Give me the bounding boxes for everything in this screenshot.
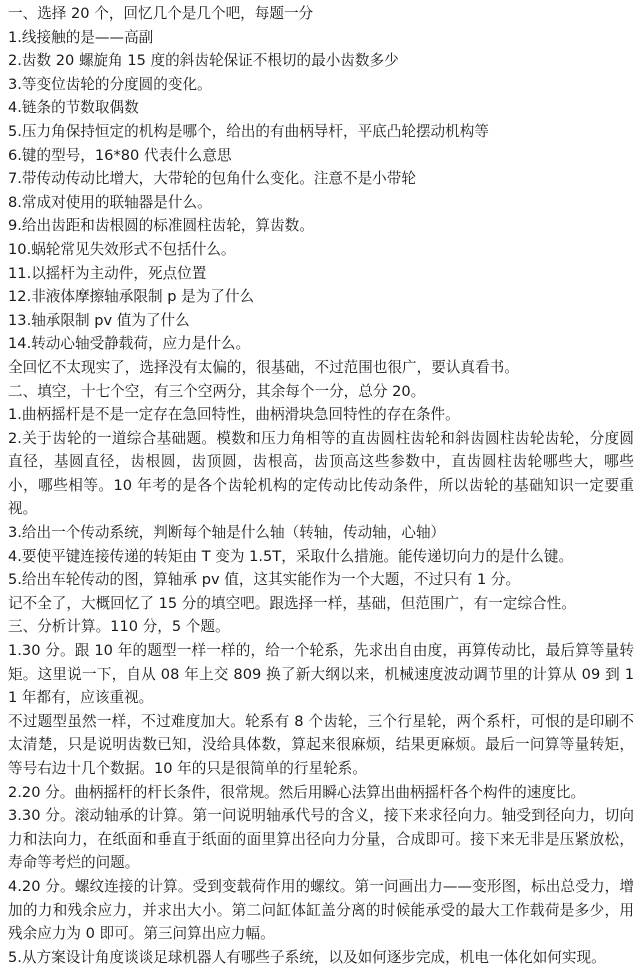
fill-2: 2.关于齿轮的一道综合基础题。模数和压力角相等的直齿圆柱齿轮和斜齿圆柱齿轮齿轮，分度圆直径，基圆直径，齿根圆，齿顶圆，齿根高，齿顶高这些参数中，直齿圆柱齿轮哪些大，哪些小，哪些相等。10 年考的是各个齿轮机构的定传动比传动条件，所以齿轮的基础知识一定要重视。 <box>8 429 634 518</box>
fill-1: 1.曲柄摇杆是不是一定存在急回特性，曲柄滑块急回特性的存在条件。 <box>8 406 460 424</box>
analysis-2: 2.20 分。曲柄摇杆的杆长条件，很常规。然后用瞬心法算出曲柄摇杆各个构件的速度比。 <box>8 783 586 801</box>
question-14: 14.转动心轴受静载荷，应力是什么。 <box>8 335 251 353</box>
section1-note: 全回忆不太现实了，选择没有太偏的，很基础，不过范围也很广，要认真看书。 <box>8 358 519 376</box>
question-6: 6.键的型号，16*80 代表什么意思 <box>8 146 232 164</box>
question-7: 7.带传动传动比增大，大带轮的包角什么变化。注意不是小带轮 <box>8 170 416 188</box>
question-2: 2.齿数 20 螺旋角 15 度的斜齿轮保证不根切的最小齿数多少 <box>8 52 399 70</box>
question-4: 4.链条的节数取偶数 <box>8 99 139 117</box>
analysis-3: 3.30 分。滚动轴承的计算。第一问说明轴承代号的含义，接下来求径向力。轴受到径向力，切向力和法向力，在纸面和垂直于纸面的面里算出径向力分量，合成即可。接下来无非是压紧放松，寿命等考烂的问题。 <box>8 807 634 872</box>
analysis-4: 4.20 分。螺纹连接的计算。受到变载荷作用的螺纹。第一问画出力——变形图，标出总受力，增加的力和残余应力，并求出大小。第二问缸体缸盖分离的时候能承受的最大工作载荷是多少，用残余应力为 0 即可。第三问算出应力幅。 <box>8 877 634 943</box>
fill-5: 5.给出车轮传动的图，算轴承 pv 值，这其实能作为一个大题，不过只有 1 分。 <box>8 571 521 589</box>
analysis-5: 5.从方案设计角度谈谈足球机器人有哪些子系统，以及如何逐步完成，机电一体化如何实现。 <box>8 948 606 966</box>
analysis-1-note: 不过题型虽然一样，不过难度加大。轮系有 8 个齿轮，三个行星轮，两个系杆，可恨的是印刷不太清楚，只是说明齿数已知，没给具体数，算起来很麻烦，结果更麻烦。最后一问算等量转矩，等号右边十几个数据。10 年的只是很简单的行星轮系。 <box>8 712 634 777</box>
fill-3: 3.给出一个传动系统，判断每个轴是什么轴（转轴，传动轴，心轴） <box>8 524 446 542</box>
question-1: 1.线接触的是——高副 <box>8 28 154 46</box>
section2-title: 二、填空，十七个空，有三个空两分，其余每个一分，总分 20。 <box>8 382 426 400</box>
section1-title: 一、选择 20 个，回忆几个是几个吧，每题一分 <box>8 5 314 22</box>
question-11: 11.以摇杆为主动件，死点位置 <box>8 264 207 282</box>
section2-note: 记不全了，大概回忆了 15 分的填空吧。跟选择一样，基础，但范围广，有一定综合性。 <box>8 594 576 612</box>
question-5: 5.压力角保持恒定的机构是哪个，给出的有曲柄导杆，平底凸轮摆动机构等 <box>8 122 489 140</box>
analysis-1: 1.30 分。跟 10 年的题型一样一样的，给一个轮系，先求出自由度，再算传动比，最后算等量转矩。这里说一下，自从 08 年上交 809 换了新大纲以来，机械速度波动调节里的计算从 09 到 11 年都有，应该重视。 <box>8 642 634 707</box>
question-12: 12.非液体摩擦轴承限制 p 是为了什么 <box>8 288 255 306</box>
section3-title: 三、分析计算。110 分，5 个题。 <box>8 618 230 636</box>
question-9: 9.给出齿距和齿根圆的标准圆柱齿轮，算齿数。 <box>8 217 314 235</box>
question-10: 10.蜗轮常见失效形式不包括什么。 <box>8 240 236 258</box>
fill-4: 4.要使平键连接传递的转矩由 T 变为 1.5T，采取什么措施。能传递切向力的是什么键。 <box>8 547 574 565</box>
question-8: 8.常成对使用的联轴器是什么。 <box>8 193 212 211</box>
question-3: 3.等变位齿轮的分度圆的变化。 <box>8 75 212 93</box>
question-13: 13.轴承限制 pv 值为了什么 <box>8 311 190 329</box>
